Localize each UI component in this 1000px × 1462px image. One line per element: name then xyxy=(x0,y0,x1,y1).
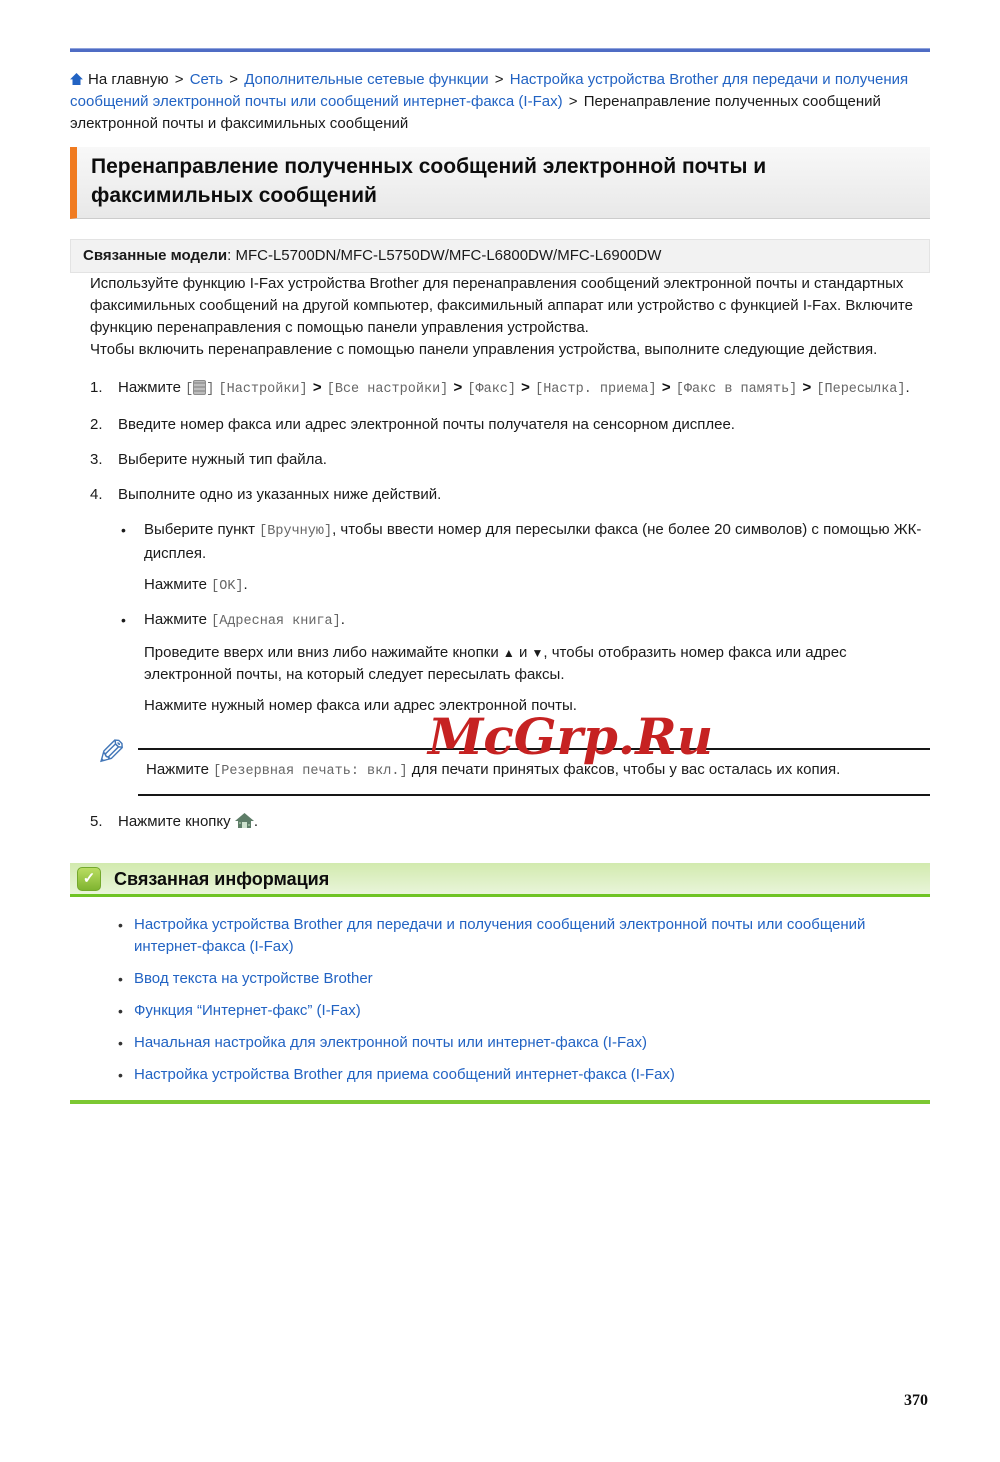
step5-press-label: Нажмите кнопку xyxy=(118,813,231,830)
related-link-internet-fax[interactable]: Функция “Интернет-факс” (I-Fax) xyxy=(134,1002,361,1019)
bullet-glyph: • xyxy=(121,522,126,538)
step-text: Выберите нужный тип файла. xyxy=(118,451,327,468)
page-number: 370 xyxy=(904,1392,928,1409)
bullet-manual-entry xyxy=(118,519,930,598)
bullet1-prefix: Выберите пункт xyxy=(144,521,255,538)
breadcrumb-link-advanced-network[interactable]: Дополнительные сетевые функции xyxy=(244,71,489,88)
bullet2-scroll-instruction xyxy=(144,642,930,686)
bullet1-press-ok xyxy=(144,574,930,598)
top-divider xyxy=(70,48,930,52)
menu-item-receive-setup: [Настр. приема] xyxy=(535,382,657,397)
scroll-text-a: Проведите вверх или вниз либо нажимайте кнопки xyxy=(144,644,499,661)
press-label: Нажмите xyxy=(144,611,207,628)
bullet-glyph: • xyxy=(121,612,126,628)
home-icon xyxy=(70,70,83,82)
sentence-period: . xyxy=(905,379,910,396)
steps-list xyxy=(90,377,930,728)
bullet-glyph: • xyxy=(118,1035,123,1051)
bracket-close: ] xyxy=(206,382,215,397)
bullet2-line1 xyxy=(144,609,930,633)
home-button-icon xyxy=(235,813,254,829)
related-link-ifax-setup[interactable]: Настройка устройства Brother для передачи и получения сообщений электронной почты или сообщений интернет-факса (I-Fax) xyxy=(134,916,866,955)
code-backup-print: [Резервная печать: вкл.] xyxy=(213,764,408,779)
arrow-up-icon: ▲ xyxy=(502,646,515,660)
check-icon: ✓ xyxy=(77,867,101,891)
list-item xyxy=(118,1064,930,1086)
sub-bullet-list xyxy=(118,519,930,717)
bullet1-line1 xyxy=(144,519,930,565)
step-number: 4. xyxy=(90,486,103,503)
list-item xyxy=(118,914,930,958)
menu-item-settings: [Настройки] xyxy=(218,382,308,397)
related-link-initial-setup[interactable]: Начальная настройка для электронной почты или интернет-факса (I-Fax) xyxy=(134,1034,647,1051)
menu-item-all-settings: [Все настройки] xyxy=(326,382,449,397)
breadcrumb-separator: > xyxy=(568,93,578,110)
breadcrumb xyxy=(70,69,930,135)
scroll-text-b: , чтобы отобразить номер факса или адрес электронной почты, на который следует пересылать факсы. xyxy=(144,644,847,683)
bullet-glyph: • xyxy=(118,1003,123,1019)
menu-separator: > xyxy=(312,379,322,396)
step-text xyxy=(118,377,930,401)
arrow-down-icon: ▼ xyxy=(531,646,544,660)
bullet2-press-number: Нажмите нужный номер факса или адрес электронной почты. xyxy=(144,697,577,714)
step-number: 3. xyxy=(90,451,103,468)
body xyxy=(90,273,930,833)
intro-paragraph-1: Используйте функцию I-Fax устройства Brother для перенаправления сообщений электронной почты и стандартных факсимильных сообщений на другой компьютер, факсимильный аппарат или устройство с функцией I-Fax. Включите функцию перенаправления с помощью панели управления устройства. xyxy=(90,275,913,336)
step-text: Введите номер факса или адрес электронной почты получателя на сенсорном дисплее. xyxy=(118,416,735,433)
related-info-header xyxy=(70,863,930,897)
press-label: Нажмите xyxy=(146,761,209,778)
note-text xyxy=(146,759,922,783)
related-info-title: Связанная информация xyxy=(114,868,330,889)
sentence-period: . xyxy=(243,576,248,593)
bullet-glyph: • xyxy=(118,917,123,933)
press-label: Нажмите xyxy=(144,576,207,593)
menu-item-forwarding: [Пересылка] xyxy=(816,382,906,397)
bullet-glyph: • xyxy=(118,1067,123,1083)
page-title-block xyxy=(70,147,930,219)
step4-text: Выполните одно из указанных ниже действий. xyxy=(118,486,442,503)
step-number: 1. xyxy=(90,379,103,396)
breadcrumb-separator: > xyxy=(494,71,504,88)
watermark: McGrp.Ru xyxy=(428,707,714,766)
step-text xyxy=(118,484,930,728)
related-models-box xyxy=(70,239,930,273)
step-5 xyxy=(90,811,930,833)
step1-press-label: Нажмите xyxy=(118,379,181,396)
bracket-open: [ xyxy=(185,382,194,397)
intro-paragraph-2: Чтобы включить перенаправление с помощью панели управления устройства, выполните следующие действия. xyxy=(90,341,878,358)
code-manual: [Вручную] xyxy=(259,524,333,539)
and-label: и xyxy=(518,644,528,661)
list-item xyxy=(118,968,930,990)
bullet-address-book xyxy=(118,609,930,717)
menu-separator: > xyxy=(521,379,530,396)
breadcrumb-current: Перенаправление полученных сообщений электронной почты и факсимильных сообщений xyxy=(70,93,881,132)
bullet-text xyxy=(144,519,930,598)
sentence-period: . xyxy=(253,813,258,830)
pencil-icon: ✎ xyxy=(96,733,127,774)
related-link-text-entry[interactable]: Ввод текста на устройстве Brother xyxy=(134,970,373,987)
step-number: 5. xyxy=(90,813,103,830)
document-content xyxy=(70,48,930,1104)
step-number: 2. xyxy=(90,416,103,433)
breadcrumb-separator: > xyxy=(174,71,184,88)
code-ok: [OK] xyxy=(211,579,244,594)
menu-item-fax: [Факс] xyxy=(467,382,516,397)
related-info-links xyxy=(118,914,930,1086)
breadcrumb-link-network[interactable]: Сеть xyxy=(189,71,224,88)
page-title: Перенаправление полученных сообщений электронной почты и факсимильных сообщений xyxy=(91,155,767,207)
settings-icon xyxy=(193,380,206,395)
related-models-label: Связанные модели xyxy=(83,247,228,264)
bullet-glyph: • xyxy=(118,971,123,987)
menu-separator: > xyxy=(661,379,671,396)
breadcrumb-separator: > xyxy=(229,71,239,88)
bullet-text xyxy=(144,609,930,717)
breadcrumb-link-ifax-setup[interactable]: Настройка устройства Brother для передачи и получения сообщений электронной почты или сообщений интернет-факса (I-Fax) xyxy=(70,71,909,110)
menu-item-fax-memory: [Факс в память] xyxy=(675,382,798,397)
sentence-period: . xyxy=(340,611,345,628)
breadcrumb-home[interactable]: На главную xyxy=(88,71,169,88)
note-body-text: для печати принятых факсов, чтобы у вас осталась их копия. xyxy=(411,761,841,778)
list-item xyxy=(118,1000,930,1022)
step-2 xyxy=(90,414,930,436)
step-3 xyxy=(90,449,930,471)
menu-separator: > xyxy=(453,379,463,396)
bottom-divider xyxy=(70,1100,930,1104)
list-item xyxy=(118,1032,930,1054)
menu-separator: > xyxy=(802,379,812,396)
step-1 xyxy=(90,377,930,401)
step-text xyxy=(118,811,930,833)
related-models-value: : MFC-L5700DN/MFC-L5750DW/MFC-L6800DW/MFC-L6900DW xyxy=(227,247,662,264)
step-4 xyxy=(90,484,930,728)
related-link-receive-ifax[interactable]: Настройка устройства Brother для приема сообщений интернет-факса (I-Fax) xyxy=(134,1066,675,1083)
bullet1-suffix: , чтобы ввести номер для пересылки факса (не более 20 символов) с помощью ЖК-дисплея. xyxy=(144,521,922,562)
code-address-book: [Адресная книга] xyxy=(211,614,341,629)
